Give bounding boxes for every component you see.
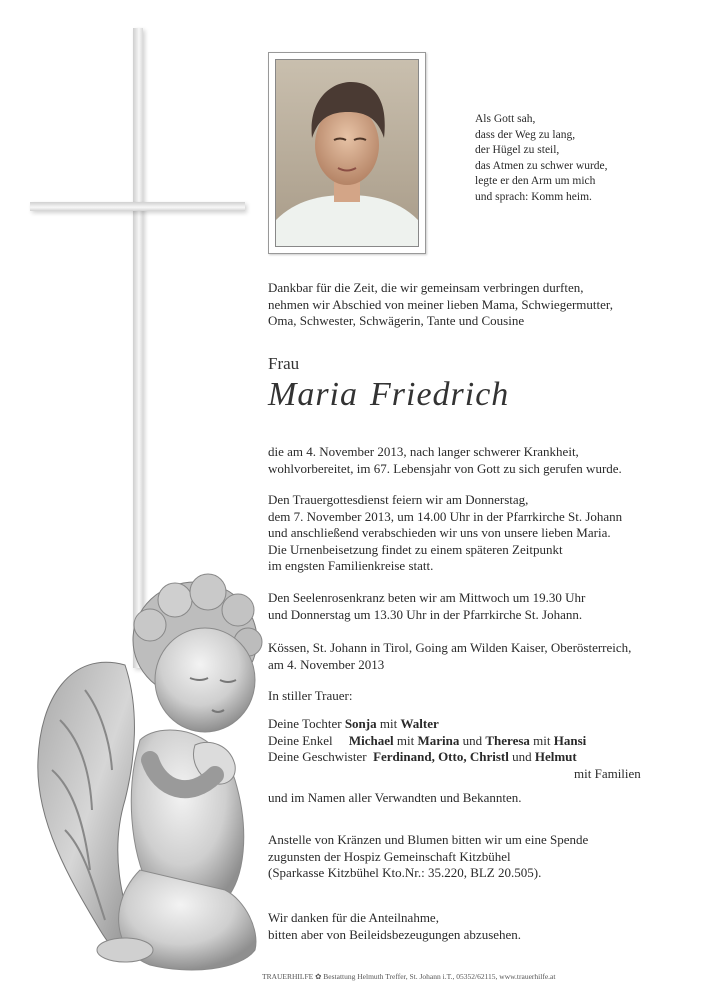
name: Helmut [534,749,577,764]
poem-line: und sprach: Komm heim. [475,190,592,203]
funeral-home-footer: TRAUERHILFE ✿ Bestattung Helmuth Treffer, St. Johann i.T., 05352/62115, www.trauerhilfe.at [262,972,556,981]
family-relatives-line: und im Namen aller Verwandten und Bekannten. [268,790,522,805]
intro-line: nehmen wir Abschied von meiner lieben Mama, Schwiegermutter, [268,296,613,312]
donation-line: zugunsten der Hospiz Gemeinschaft Kitzbühel [268,848,511,864]
thanks-line: bitten aber von Beileidsbezeugungen abzusehen. [268,926,522,942]
salutation: Frau [268,354,300,373]
deceased-first-name: Maria [268,376,358,413]
death-notice-paragraph [268,444,622,477]
poem-line: legte er den Arm um mich [475,175,596,187]
family-siblings-line [268,749,586,766]
service-line: und anschließend verabschieden wir uns von unsere lieben Maria. [268,525,611,540]
label: und [508,749,535,764]
poem [475,112,608,205]
service-line: Den Trauergottesdienst feiern wir am Donnerstag, [268,492,529,507]
name: Michael [348,732,394,748]
label: mit [529,732,554,748]
donation-line: (Sparkasse Kitzbühel Kto.Nr.: 35.220, BLZ 20.505). [268,865,542,880]
family-grandchildren-line [268,733,586,750]
thanks-line: Wir danken für die Anteilnahme, [268,910,439,925]
label: und [459,732,486,748]
donation-line: Anstelle von Kränzen und Blumen bitten wir um eine Spende [268,832,589,847]
name: Ferdinand, Otto, Christl [373,749,509,764]
rosary-paragraph [268,590,585,623]
family-daughter-line [268,716,586,733]
family-with-families-line [268,765,641,783]
poem-line: dass der Weg zu lang, [475,128,576,141]
service-line: Die Urnenbeisetzung findet zu einem späteren Zeitpunkt [268,541,563,557]
rosary-line: Den Seelenrosenkranz beten wir am Mittwoch um 19.30 Uhr [268,590,586,605]
label: mit [393,732,418,748]
name: Theresa [485,732,530,748]
funeral-service-paragraph [268,492,622,575]
poem-line: Als Gott sah, [475,113,536,125]
label: Deine Geschwister [268,749,370,764]
service-line: dem 7. November 2013, um 14.00 Uhr in der Pfarrkirche St. Johann [268,508,623,524]
death-notice-line: wohlvorbereitet, im 67. Lebensjahr von Gott zu sich gerufen wurde. [268,460,622,476]
poem-line: das Atmen zu schwer wurde, [475,159,608,172]
poem-line: der Hügel zu steil, [475,144,560,156]
mourning-title [268,688,353,705]
intro-paragraph [268,280,613,330]
deceased-name [268,376,521,414]
portrait-photo-frame [268,52,426,254]
name: Hansi [553,732,587,748]
label: Deine Tochter [268,716,345,731]
intro-line: Dankbar für die Zeit, die wir gemeinsam verbringen durften, [268,280,584,295]
place-date-line: Kössen, St. Johann in Tirol, Going am Wilden Kaiser, Oberösterreich, [268,640,632,655]
donation-paragraph [268,832,588,882]
service-line: im engsten Familienkreise statt. [268,558,434,573]
portrait-photo [275,59,419,247]
cross-horizontal-beam [30,202,245,211]
label: mit Familien [574,765,641,781]
death-notice-line: die am 4. November 2013, nach langer schwerer Krankheit, [268,444,579,459]
thanks-paragraph [268,910,521,943]
family-list [268,716,641,807]
name: Walter [400,716,439,731]
name: Sonja [344,716,377,731]
deceased-last-name: Friedrich [370,376,510,413]
label: Deine Enkel [268,732,336,748]
rosary-line: und Donnerstag um 13.30 Uhr in der Pfarrkirche St. Johann. [268,606,583,622]
name: Marina [417,732,460,748]
place-date-line: am 4. November 2013 [268,656,385,672]
intro-line: Oma, Schwester, Schwägerin, Tante und Cousine [268,313,525,328]
mourning-title-text: In stiller Trauer: [268,688,353,703]
place-date-paragraph [268,640,631,673]
kneeling-angel-illustration [30,570,270,980]
label: mit [376,716,401,731]
